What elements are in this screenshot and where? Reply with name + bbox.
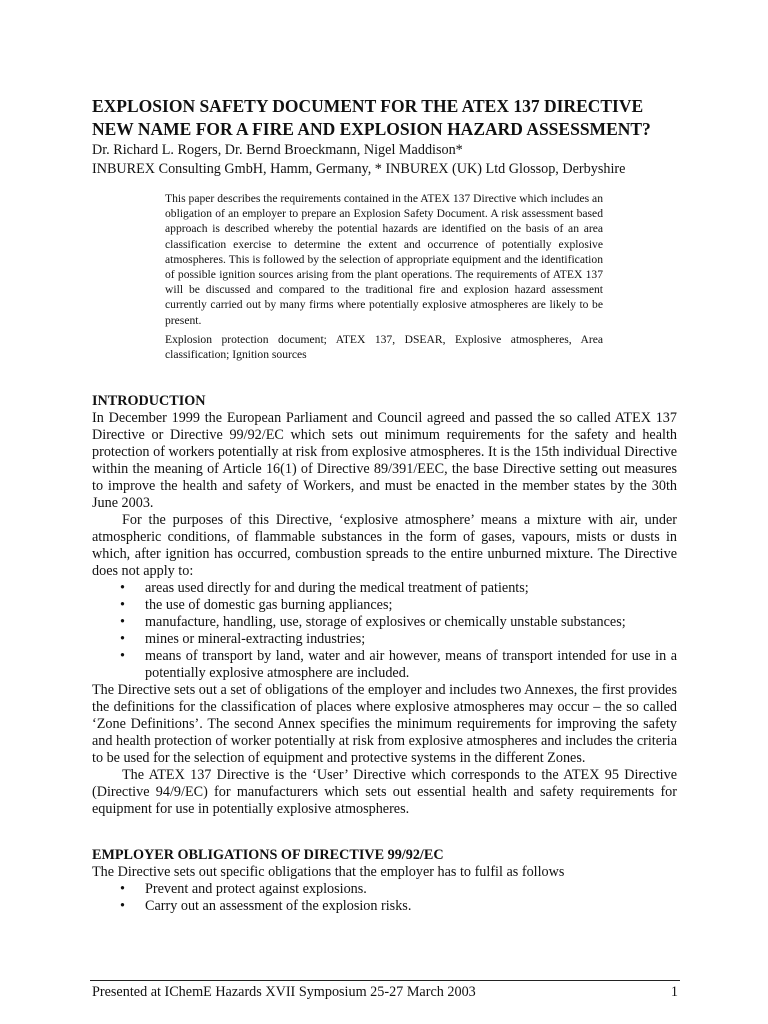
list-item <box>92 580 677 597</box>
list-item-text: Carry out an assessment of the explosion risks. <box>145 898 412 914</box>
paper-title <box>92 95 692 141</box>
introduction-paragraph-3: The Directive sets out a set of obligations of the employer and includes two Annexes, the first provides the definitions for the classification of places where explosive atmospheres may occur – the so called ‘Zone Definitions’. The second Annex specifies the minimum requirements for improving the safety and health protection of worker potentially at risk from explosive atmospheres and includes the criteria to be used for the selection of equipment and protective systems in the different Zones. <box>92 682 677 766</box>
bullet-icon: • <box>120 648 125 664</box>
list-item <box>92 631 677 648</box>
introduction-paragraph-2: For the purposes of this Directive, ‘explosive atmosphere’ means a mixture with air, under atmospheric conditions, of flammable substances in the form of gases, vapours, mists or dusts in which, after ignition has occurred, combustion spreads to the entire unburned mixture. The Directive does not apply to: <box>92 512 677 579</box>
list-item-text: mines or mineral-extracting industries; <box>145 631 366 647</box>
list-item-text: Prevent and protect against explosions. <box>145 881 367 897</box>
keywords: Explosion protection document; ATEX 137, DSEAR, Explosive atmospheres, Area classification; Ignition sources <box>165 332 603 362</box>
abstract <box>165 191 603 362</box>
abstract-text: This paper describes the requirements contained in the ATEX 137 Directive which includes an obligation of an employer to prepare an Explosion Safety Document. A risk assessment based approach is described whereby the potential hazards are identified on the basis of an area classification exercise to determine the extent and occurrence of potentially explosive atmospheres. This is followed by the selection of appropriate equipment and the identification of possible ignition sources arising from the plant operations. The requirements of ATEX 137 will be discussed and compared to the traditional fire and explosion hazard assessment currently carried out by many firms where potentially explosive atmospheres are likely to be present. <box>165 192 603 327</box>
list-item <box>92 881 677 898</box>
title-line-2: NEW NAME FOR A FIRE AND EXPLOSION HAZARD ASSESSMENT? <box>92 119 651 139</box>
title-line-1: EXPLOSION SAFETY DOCUMENT FOR THE ATEX 137 DIRECTIVE <box>92 96 644 116</box>
author-names: Dr. Richard L. Rogers, Dr. Bernd Broeckmann, Nigel Maddison* <box>92 142 463 158</box>
list-item-text: areas used directly for and during the medical treatment of patients; <box>145 580 529 596</box>
introduction-section <box>92 393 677 818</box>
bullet-icon: • <box>120 631 125 647</box>
obligations-list <box>92 881 677 915</box>
list-item-text: means of transport by land, water and air however, means of transport intended for use in a potentially explosive atmosphere are included. <box>145 648 677 681</box>
bullet-icon: • <box>120 898 125 914</box>
list-item-text: manufacture, handling, use, storage of explosives or chemically unstable substances; <box>145 614 626 630</box>
footer-text: Presented at IChemE Hazards XVII Symposium 25-27 March 2003 <box>92 984 476 1000</box>
author-block <box>92 141 692 179</box>
list-item <box>92 614 677 631</box>
list-item <box>92 597 677 614</box>
bullet-icon: • <box>120 580 125 596</box>
author-affiliation: INBUREX Consulting GmbH, Hamm, Germany, * INBUREX (UK) Ltd Glossop, Derbyshire <box>92 161 626 177</box>
page-footer <box>92 984 678 1001</box>
obligations-section <box>92 847 677 915</box>
list-item <box>92 898 677 915</box>
bullet-icon: • <box>120 597 125 613</box>
introduction-paragraph-4: The ATEX 137 Directive is the ‘User’ Directive which corresponds to the ATEX 95 Directive (Directive 94/9/EC) for manufacturers which sets out essential health and safety requirements for equipment for use in potentially explosive atmospheres. <box>92 767 677 817</box>
footer-divider <box>90 980 680 981</box>
exclusion-list <box>92 580 677 682</box>
obligations-paragraph-1: The Directive sets out specific obligations that the employer has to fulfil as follows <box>92 864 565 880</box>
obligations-heading: EMPLOYER OBLIGATIONS OF DIRECTIVE 99/92/EC <box>92 847 444 863</box>
introduction-heading: INTRODUCTION <box>92 393 206 409</box>
list-item <box>92 648 677 682</box>
page-number: 1 <box>670 984 678 1000</box>
bullet-icon: • <box>120 614 125 630</box>
bullet-icon: • <box>120 881 125 897</box>
list-item-text: the use of domestic gas burning appliances; <box>145 597 393 613</box>
introduction-paragraph-1: In December 1999 the European Parliament and Council agreed and passed the so called ATEX 137 Directive or Directive 99/92/EC which sets out minimum requirements for the safety and health protection of workers potentially at risk from explosive atmospheres. It is the 15th individual Directive within the meaning of Article 16(1) of Directive 89/391/EEC, the base Directive setting out measures to improve the health and safety of Workers, and must be enacted in the member states by the 30th June 2003. <box>92 410 677 511</box>
